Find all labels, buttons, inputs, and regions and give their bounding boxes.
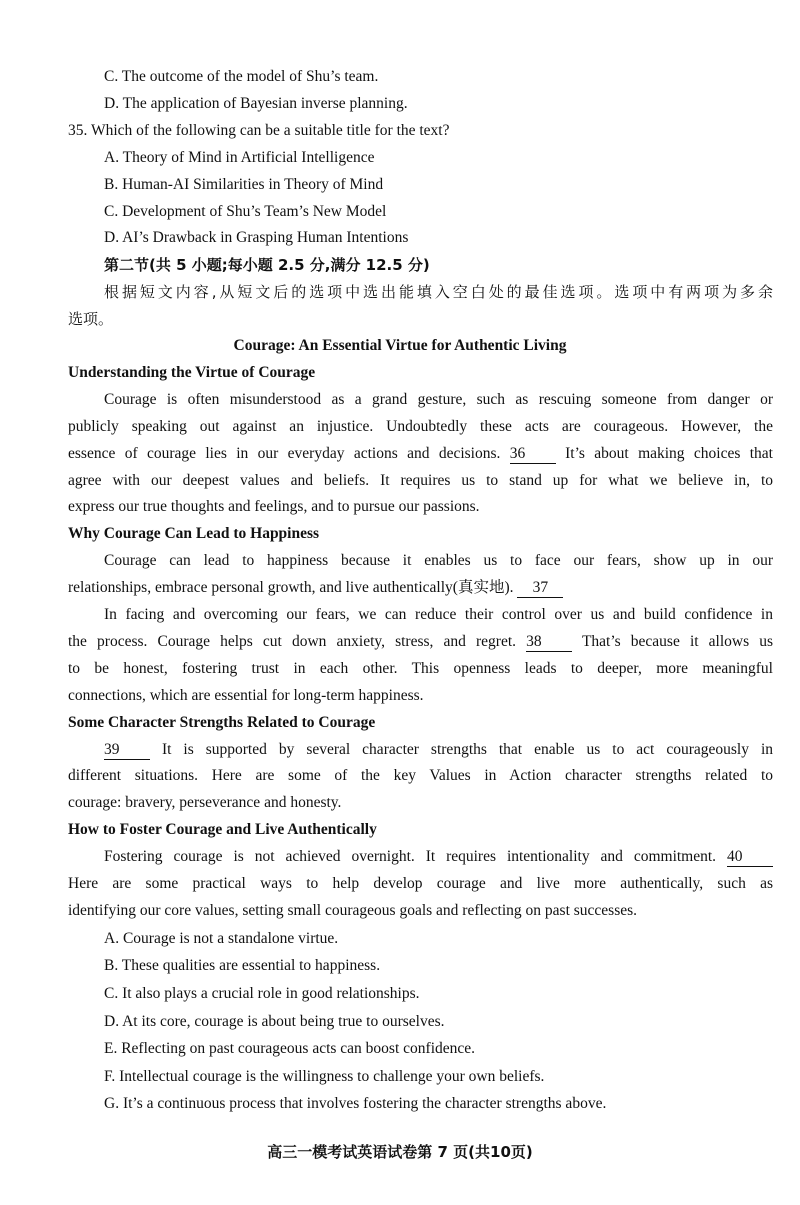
- passage-title: Courage: An Essential Virtue for Authentic Living: [233, 337, 567, 354]
- passage-line: [68, 631, 773, 653]
- passage-line: agree with our deepest values and beliefs. It requires us to stand up for what we believe in, to: [68, 471, 773, 489]
- answer-option: E. Reflecting on past courageous acts can boost confidence.: [104, 1040, 476, 1058]
- page-footer: 高三一模考试英语试卷第 7 页(共10页): [267, 1143, 533, 1161]
- passage-line: Courage can lead to happiness because it enables us to face our fears, show up in our: [104, 552, 773, 570]
- passage-line: identifying our core values, setting small courageous goals and reflecting on past successes.: [68, 901, 638, 919]
- text: Fostering courage is not achieved overnight. It requires intentionality and commitment.: [104, 848, 717, 866]
- answer-option: C. It also plays a crucial role in good relationships.: [104, 985, 420, 1002]
- section-header: 第二节(共 5 小题;每小题 2.5 分,满分 12.5 分): [104, 256, 430, 275]
- answer-option: D. At its core, courage is about being true to ourselves.: [104, 1012, 445, 1030]
- text: relationships, embrace personal growth, and live authentically(真实地).: [68, 579, 514, 597]
- option-line: C. The outcome of the model of Shu’s team.: [104, 68, 379, 85]
- answer-blank[interactable]: 36: [510, 445, 556, 464]
- passage-line: [68, 443, 773, 465]
- answer-blank[interactable]: 38: [526, 633, 572, 652]
- answer-option: B. These qualities are essential to happiness.: [104, 957, 381, 975]
- answer-blank[interactable]: 37: [517, 579, 563, 598]
- passage-line: [68, 577, 773, 599]
- instructions: 选项。: [68, 310, 114, 329]
- text: It is supported by several character strengths that enable us to act courageously in: [161, 740, 773, 758]
- passage-line: connections, which are essential for long-term happiness.: [68, 686, 424, 704]
- section-heading: How to Foster Courage and Live Authentically: [68, 821, 377, 839]
- text: essence of courage lies in our everyday actions and decisions.: [68, 444, 501, 462]
- passage-line: [104, 739, 773, 761]
- passage-line: different situations. Here are some of the key Values in Action character strengths related to: [68, 767, 773, 785]
- answer-blank[interactable]: 40: [727, 848, 773, 867]
- answer-option: A. Courage is not a standalone virtue.: [104, 929, 339, 947]
- passage-line: to be honest, fostering trust in each other. This openness leads to deeper, more meaningful: [68, 659, 773, 677]
- passage-line: Here are some practical ways to help develop courage and live more authentically, such as: [68, 875, 773, 892]
- passage-line: In facing and overcoming our fears, we can reduce their control over us and build confidence in: [104, 606, 773, 623]
- option-line: D. The application of Bayesian inverse planning.: [104, 94, 408, 112]
- passage-line: publicly speaking out against an injustice. Undoubtedly these acts are courageous. However, the: [68, 417, 773, 435]
- passage-line: [104, 846, 773, 868]
- section-heading: Understanding the Virtue of Courage: [68, 363, 316, 381]
- option-line: B. Human-AI Similarities in Theory of Mind: [104, 175, 384, 193]
- option-line: C. Development of Shu’s Team’s New Model: [104, 202, 387, 220]
- passage-line: express our true thoughts and feelings, and to pursue our passions.: [68, 498, 480, 516]
- answer-option: F. Intellectual courage is the willingness to challenge your own beliefs.: [104, 1067, 545, 1085]
- passage-line: courage: bravery, perseverance and honesty.: [68, 794, 342, 812]
- answer-option: G. It’s a continuous process that involves fostering the character strengths above.: [104, 1095, 607, 1113]
- option-line: D. AI’s Drawback in Grasping Human Intentions: [104, 229, 409, 247]
- passage-line: Courage is often misunderstood as a grand gesture, such as rescuing someone from danger or: [104, 390, 773, 408]
- text: That’s because it allows us: [581, 632, 773, 650]
- question-stem: 35. Which of the following can be a suitable title for the text?: [68, 121, 450, 139]
- text: the process. Courage helps cut down anxiety, stress, and regret.: [68, 632, 517, 650]
- section-heading: Some Character Strengths Related to Courage: [68, 713, 376, 731]
- instructions: 根据短文内容,从短文后的选项中选出能填入空白处的最佳选项。选项中有两项为多余: [104, 283, 773, 302]
- option-line: A. Theory of Mind in Artificial Intelligence: [104, 148, 375, 166]
- section-heading: Why Courage Can Lead to Happiness: [68, 525, 320, 543]
- text: It’s about making choices that: [565, 444, 773, 462]
- answer-blank[interactable]: 39: [104, 741, 150, 760]
